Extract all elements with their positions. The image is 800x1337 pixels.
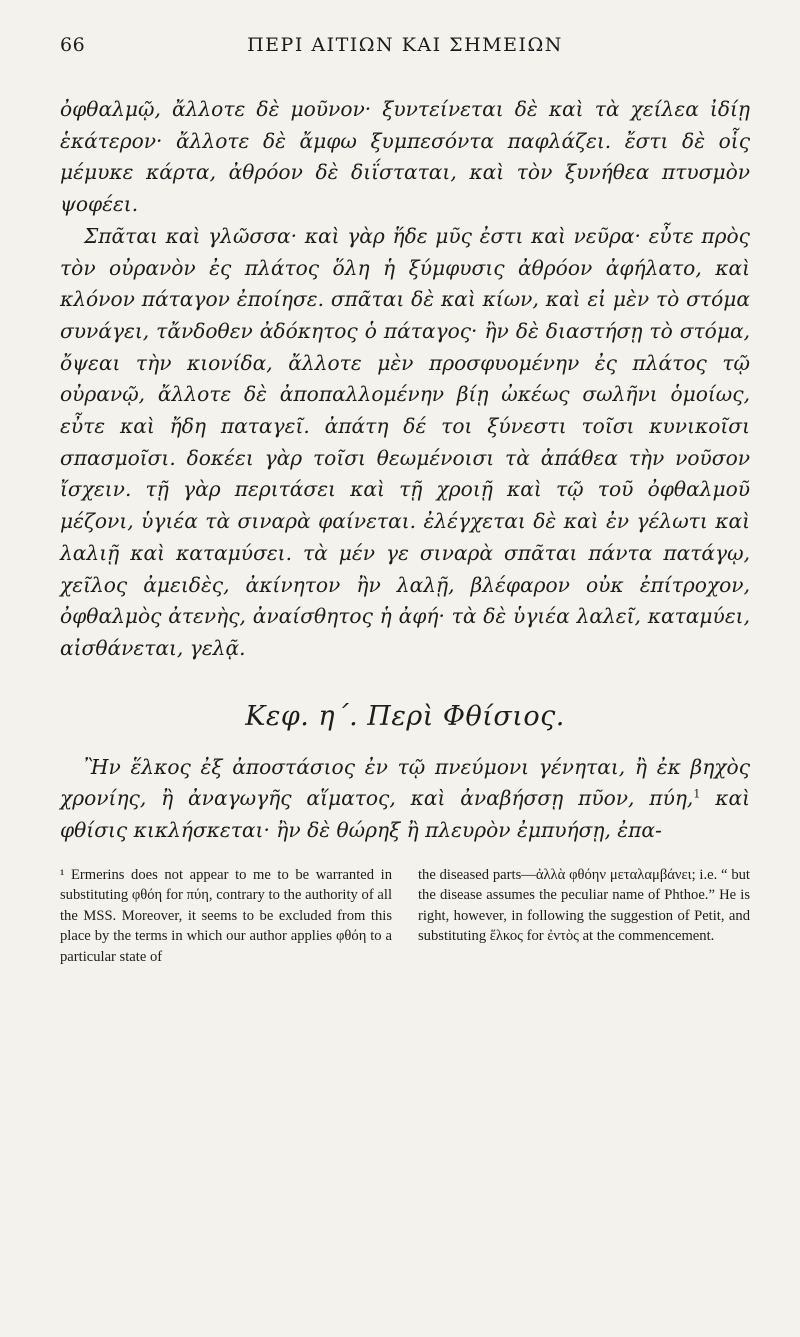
running-head <box>60 28 750 68</box>
footnote-right-text: the diseased parts—ἀλλὰ φθόην μεταλαμβάνει; i.e. “ but the disease assumes the peculiar name of Phthoe.” He is right, however, in following the suggestion of Petit, and substituting ἕλκος for ἐντὸς at the commencement. <box>418 866 750 945</box>
chapter-text-rest: καὶ φθίσις κικλήσκεται· ἢν δὲ θώρηξ ἢ πλευρὸν ἐμπυήσῃ, ἐπα- <box>60 786 750 843</box>
footnote-marker: 1 <box>693 787 701 801</box>
running-title: ΠΕΡΙ ΑΙΤΙΩΝ ΚΑΙ ΣΗΜΕΙΩΝ <box>247 34 563 56</box>
paragraph-tongue-spasm: Σπᾶται καὶ γλῶσσα· καὶ γὰρ ἥδε μῦς ἐστι καὶ νεῦρα· εὖτε πρὸς τὸν οὐρανὸν ἐς πλάτος ὅλη ἡ ξύμφυσις ἀθρόον ἀφήλατο, καὶ κλόνον πάταγον ἐποίησε. σπᾶται δὲ καὶ κίων, καὶ εἰ μὲν τὸ στόμα συνάγει, τἄνδοθεν ἀδόκητος ὁ πάταγος· ἢν δὲ διαστήσῃ τὸ στόμα, ὄψεαι τὴν κιονίδα, ἄλλοτε μὲν προσφυομένην ἐς πλάτος τῷ οὐρανῷ, ἄλλοτε δὲ ἀποπαλλομένην βίῃ ὠκέως σωλῆνι ὁμοίως, εὖτε καὶ ἤδη παταγεῖ. ἀπάτη δέ τοι ξύνεστι τοῖσι κυνικοῖσι σπασμοῖσι. δοκέει γὰρ τοῖσι θεωμένοισι τὰ ἀπάθεα τὴν νοῦσον ἴσχειν. τῇ γὰρ περιτάσει καὶ τῇ χροιῇ καὶ τῷ τοῦ ὀφθαλμοῦ μέζονι, ὑγιέα τὰ σιναρὰ φαίνεται. ἐλέγχεται δὲ καὶ ἐν γέλωτι καὶ λαλιῇ καὶ καταμύσει. τὰ μέν γε σιναρὰ σπᾶται πάντα πατάγῳ, χεῖλος ἀμειδὲς, ἀκίνητον ἢν λαλῇ, βλέφαρον οὐκ ἐπίτροχον, ὀφθαλμὸς ἀτενὴς, ἀναίσθητος ἡ ἀφή· τὰ δὲ ὑγιέα λαλεῖ, καταμύει, αἰσθάνεται, γελᾷ. <box>60 223 750 660</box>
chapter-text-start: Ἢν ἕλκος ἐξ ἀποστάσιος ἐν τῷ πνεύμονι γένηται, ἢ ἐκ βηχὸς χρονίης, ἢ ἀναγωγῆς αἵματος, καὶ ἀναβήσσῃ πῦον, πύη, <box>60 754 750 811</box>
footnote-column-left <box>60 865 392 968</box>
chapter-paragraph <box>60 752 750 847</box>
paragraph-continued: ὀφθαλμῷ, ἄλλοτε δὲ μοῦνον· ξυντείνεται δὲ καὶ τὰ χείλεα ἰδίῃ ἑκάτερον· ἄλλοτε δὲ ἄμφω ξυμπεσόντα παφλάζει. ἔστι δὲ οἷς μέμυκε κάρτα, ἀθρόον δὲ διΐσταται, καὶ τὸν ξυνήθεα πτυσμὸν ψοφέει. <box>60 97 750 217</box>
footnote-left-text: ¹ Ermerins does not appear to me to be warranted in substituting φθόη for πύη, contrary to the authority of all the MSS. Moreover, it seems to be excluded from this place by the terms in which our author applies φθόη to a particular state of <box>60 866 392 965</box>
page-number: 66 <box>60 34 86 56</box>
chapter-label: Κεφ. η΄. <box>245 700 359 732</box>
chapter-title: Περὶ Φθίσιος. <box>367 700 565 732</box>
footnote-column-right <box>418 865 750 968</box>
book-page <box>60 28 750 1318</box>
footnotes <box>60 865 750 968</box>
chapter-text <box>60 752 750 847</box>
chapter-heading <box>60 701 750 732</box>
main-text <box>60 94 750 665</box>
